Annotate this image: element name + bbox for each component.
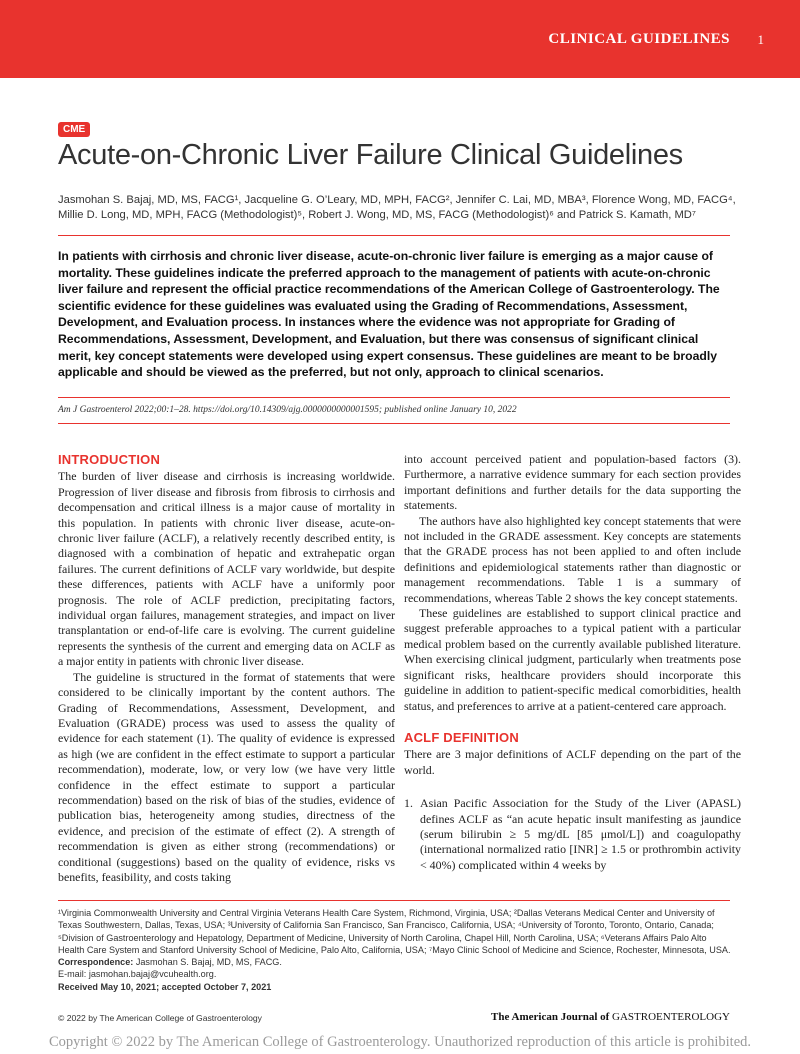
intro-paragraph-1: The burden of liver disease and cirrhosis is increasing worldwide. Progression of liver disease and fibrosis from fibrosis to cirrhosis and decompensation and critical illness is a major cause of mortality in this population. In patients with chronic liver disease, acute-on-chronic liver failure (ACLF), a relatively recently described entity, is diagnosed with a combination of hepatic and extrahepatic organ failures. The current definitions of ACLF vary worldwide, but despite these differences, patients with ACLF have a uniformly poor prognosis. The role of ACLF prediction, precipitating factors, individual organ failures, management strategies, and impact on liver transplantation or end-of-life care is evolving. The current guideline represents the synthesis of the current and emerging data on ACLF as a major entity in patients with chronic liver disease. (58, 469, 395, 669)
copyright-left: © 2022 by The American College of Gastroenterology (58, 1013, 262, 1023)
abstract: In patients with cirrhosis and chronic liver disease, acute-on-chronic liver failure is emerging as a major cause of mortality. These guidelines indicate the preferred approach to the management of patients with acute-on-chronic liver failure and represent the official practice recommendations of the American College of Gastroenterology. The scientific evidence for these guidelines was evaluated using the Grading of Recommendations, Assessment, Development, and Evaluation process. In instances where the evidence was not appropriate for Grading of Recommendations, Assessment, Development, and Evaluation, but there was consensus of significant clinical merit, key concept statements were developed using expert consensus. These guidelines are meant to be broadly applicable and should be viewed as the preferred, but not only, approach to clinical scenarios. (58, 249, 720, 380)
divider-body (58, 423, 730, 424)
journal-title: GASTROENTEROLOGY (612, 1011, 730, 1023)
right-paragraph-3: These guidelines are established to support clinical practice and suggest preferable approaches to a typical patient with a particular medical problem based on the currently available published literature. When exercising clinical judgment, particularly when treatments pose significant risks, healthcare providers should incorporate this guideline in addition to patient-specific medical comorbidities, health status, and preferences to arrive at a patient-centered care approach. (404, 606, 741, 713)
citation-line[interactable]: Am J Gastroenterol 2022;00:1–28. https://doi.org/10.14309/ajg.0000000000001595; published online January 10, 2022 (58, 405, 517, 415)
left-column (58, 452, 395, 885)
right-paragraph-2: The authors have also highlighted key concept statements that were not included in the GRADE assessment. Key concepts are statements that the GRADE process has not been applied to and often include definitions and epidemiological statements rather than diagnostic or management recommendations. Table 1 is a summary of recommendations, whereas Table 2 shows the key concept statements. (404, 513, 741, 605)
cme-badge: CME (58, 122, 90, 137)
page-number: 1 (757, 32, 764, 47)
divider-footnote (58, 900, 730, 901)
list-text: Asian Pacific Association for the Study of the Liver (APASL) defines ACLF as “an acute hepatic insult manifesting as jaundice (serum bilirubin ≥ 5 mg/dL [85 μmol/L]) and coagulopathy (international normalized ratio [INR] ≥ 1.5 or prothrombin activity < 40%) complicated within 4 weeks by (420, 796, 741, 872)
list-item (404, 796, 741, 873)
email[interactable]: E-mail: jasmohan.bajaj@vcuhealth.org. (58, 969, 217, 980)
correspondence-name: Jasmohan S. Bajaj, MD, MS, FACG. (133, 957, 282, 968)
divider-citation (58, 397, 730, 398)
definition-intro: There are 3 major definitions of ACLF depending on the part of the world. (404, 747, 741, 777)
heading-aclf-definition: ACLF DEFINITION (404, 729, 519, 745)
heading-introduction: INTRODUCTION (58, 452, 161, 467)
journal-name (491, 1011, 730, 1023)
section-label: CLINICAL GUIDELINES (548, 31, 730, 47)
author-line-2: Millie D. Long, MD, MPH, FACG (Methodologist)⁵, Robert J. Wong, MD, MS, FACG (Methodologist)⁶ and Patrick S. Kamath, MD⁷ (58, 209, 696, 221)
header-bar (0, 0, 800, 78)
correspondence (58, 956, 734, 968)
journal-prefix: The American Journal of (491, 1011, 610, 1023)
intro-paragraph-2: The guideline is structured in the format of statements that were considered to be clinically important by the content authors. The Grading of Recommendations, Assessment, Development, and Evaluation (GRADE) process was used to assess the quality of evidence for each statement (1). The quality of evidence is expressed as high (we are confident in the effect estimate to support a particular recommendation), moderate, low, or very low (we have very little confidence in the effect estimate to support a particular recommendation) based on the risk of bias of the studies, evidence of publication bias, heterogeneity among studies, directness of the evidence, and precision of the estimate of effect (2). A strength of recommendation is given as either strong (recommendations) or conditional (suggestions) based on the quality of evidence, risks vs benefits, feasibility, and costs taking (58, 669, 395, 884)
author-list (58, 193, 748, 223)
divider-top (58, 235, 730, 236)
copyright-notice: Copyright © 2022 by The American College of Gastroenterology. Unauthorized reproduction of this article is prohibited. (48, 1034, 752, 1050)
author-line-1: Jasmohan S. Bajaj, MD, MS, FACG¹, Jacqueline G. O’Leary, MD, MPH, FACG², Jennifer C. Lai, MD, MBA³, Florence Wong, MD, FACG⁴, (58, 194, 736, 206)
received-date: Received May 10, 2021; accepted October 7, 2021 (58, 981, 272, 992)
article-title: Acute-on-Chronic Liver Failure Clinical Guidelines (58, 139, 683, 171)
footnote (58, 907, 734, 993)
correspondence-label: Correspondence: (58, 957, 134, 968)
list-number: 1. (404, 796, 413, 811)
right-paragraph-1: into account perceived patient and population-based factors (3). Furthermore, a narrative evidence summary for each section provides important definitions and further details for the data supporting the statements. (404, 452, 741, 513)
right-column (404, 452, 741, 873)
affiliations: ¹Virginia Commonwealth University and Central Virginia Veterans Health Care System, Richmond, Virginia, USA; ²Dallas Veterans Medical Center and University of Texas Southwestern, Dallas, Texas, USA; ³University of California San Francisco, San Francisco, California, USA; ⁴University of Toronto, Toronto, Ontario, Canada; ⁵Division of Gastroenterology and Hepatology, Department of Medicine, University of North Carolina, Chapel Hill, North Carolina, USA; ⁶Veterans Affairs Palo Alto Health Care System and Stanford University School of Medicine, Palo Alto, California, USA; ⁷Mayo Clinic School of Medicine and Science, Rochester, Minnesota, USA. (58, 908, 731, 955)
